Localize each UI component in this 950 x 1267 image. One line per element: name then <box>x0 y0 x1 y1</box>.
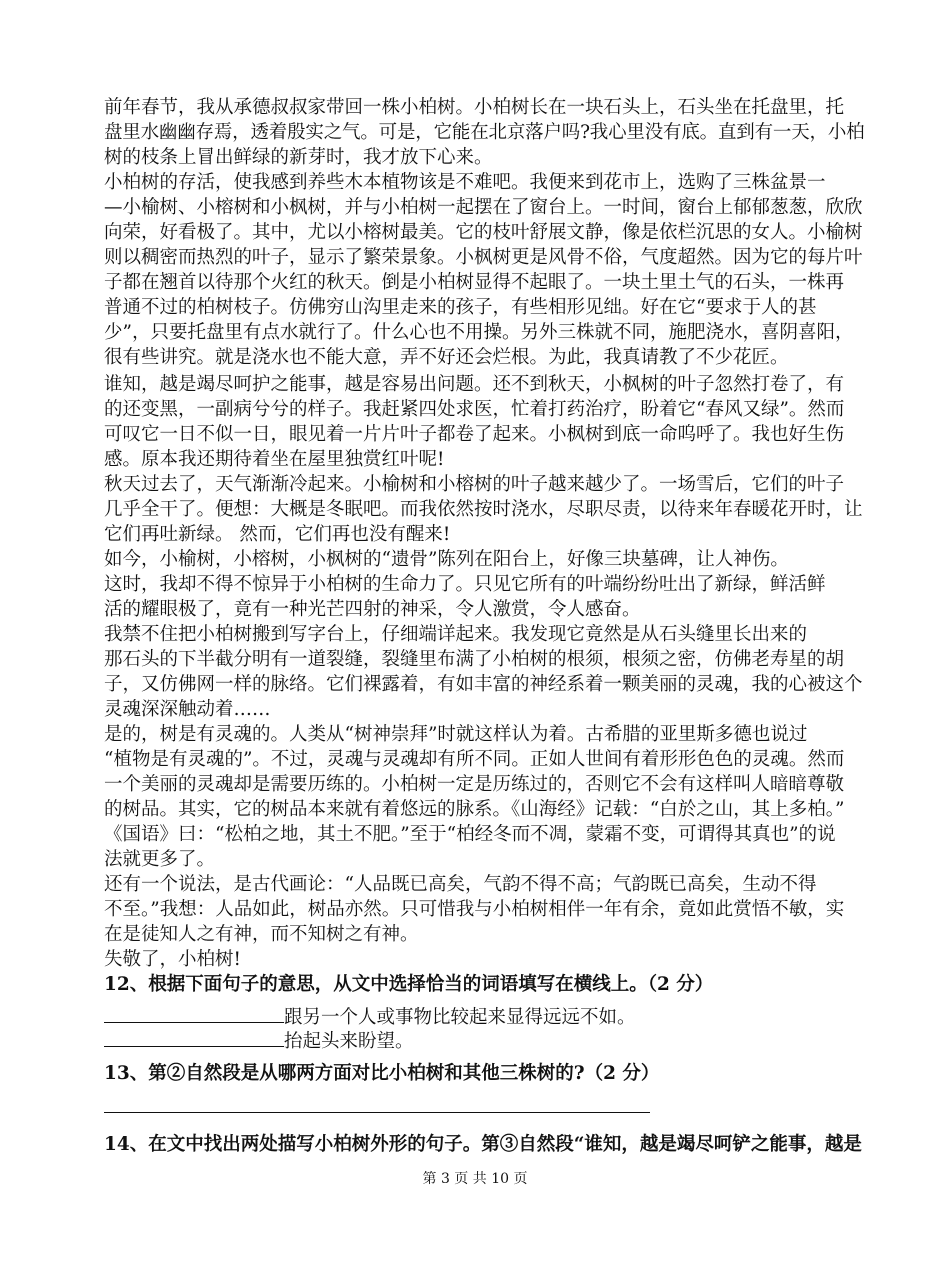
passage-line: —小榆树、小榕树和小枫树，并与小柏树一起摆在了窗台上。一时间，窗台上郁郁葱葱，欣欣 <box>104 197 863 218</box>
passage-line: 《国语》曰：“松柏之地，其土不肥。”至于“柏经冬而不凋，蒙霜不变，可谓得其真也”的说 <box>104 824 836 845</box>
q12-item-2-text: 抬起头来盼望。 <box>284 1031 414 1052</box>
q12-item-2 <box>104 1028 414 1054</box>
passage-line: 感。原本我还期待着坐在屋里独赏红叶呢! <box>104 449 445 470</box>
passage-line: 子，又仿佛网一样的脉络。它们裸露着，有如丰富的神经系着一颗美丽的灵魂，我的心被这个 <box>104 674 863 695</box>
passage-line: 如今，小榆树，小榕树，小枫树的“遗骨”陈列在阳台上，好像三块墓碑，让人神伤。 <box>104 549 789 570</box>
passage-line: 向荣，好看极了。其中，尤以小榕树最美。它的枝叶舒展文静，像是依栏沉思的女人。小榆树 <box>104 222 863 243</box>
passage-line: 可叹它一日不似一日，眼见着一片片叶子都卷了起来。小枫树到底一命呜呼了。我也好生伤 <box>104 424 845 445</box>
passage-line: 失敬了，小柏树! <box>104 949 241 970</box>
answer-line-13[interactable] <box>104 1112 650 1113</box>
passage-line: 几乎全干了。便想：大概是冬眠吧。而我依然按时浇水，尽职尽责，以待来年春暖花开时，让 <box>104 499 863 520</box>
passage-line: 那石头的下半截分明有一道裂缝，裂缝里布满了小柏树的根须，根须之密，仿佛老寿星的胡 <box>104 649 845 670</box>
passage-line: 盘里水幽幽存焉，透着殷实之气。可是，它能在北京落户吗?我心里没有底。直到有一天，小柏 <box>104 122 865 143</box>
passage-line: 还有一个说法，是古代画论：“人品既已高矣，气韵不得不高；气韵既已高矣，生动不得 <box>104 874 817 895</box>
question-13: 13、第②自然段是从哪两方面对比小柏树和其他三株树的?（2 分） <box>104 1063 660 1084</box>
answer-blank-2[interactable] <box>104 1028 284 1047</box>
passage-line: 前年春节，我从承德叔叔家带回一株小柏树。小柏树长在一块石头上，石头坐在托盘里，托 <box>104 97 845 118</box>
page-footer: 第 3 页 共 10 页 <box>422 1171 528 1187</box>
passage-line: 它们再吐新绿。 然而，它们再也没有醒来! <box>104 524 451 545</box>
passage-line: “植物是有灵魂的”。不过，灵魂与灵魂却有所不同。正如人世间有着形形色色的灵魂。然而 <box>104 749 845 770</box>
passage-line: 在是徒知人之有神，而不知树之有神。 <box>104 924 419 945</box>
question-12: 12、根据下面句子的意思，从文中选择恰当的词语填写在横线上。（2 分） <box>104 974 714 995</box>
passage-line: 谁知，越是竭尽呵护之能事，越是容易出问题。还不到秋天，小枫树的叶子忽然打卷了，有 <box>104 374 845 395</box>
passage-line: 活的耀眼极了，竟有一种光芒四射的神采，令人激赏，令人感奋。 <box>104 599 641 620</box>
passage-line: 这时，我却不得不惊异于小柏树的生命力了。只见它所有的叶端纷纷吐出了新绿，鲜活鲜 <box>104 574 826 595</box>
passage-line: 则以稠密而热烈的叶子，显示了繁荣景象。小枫树更是风骨不俗，气度超然。因为它的每片叶 <box>104 247 863 268</box>
passage-line: 秋天过去了，天气渐渐冷起来。小榆树和小榕树的叶子越来越少了。一场雪后，它们的叶子 <box>104 474 845 495</box>
q12-item-1 <box>104 1004 636 1030</box>
passage-line: 子都在翘首以待那个火红的秋天。倒是小柏树显得不起眼了。一块土里土气的石头，一株再 <box>104 272 845 293</box>
passage-line: 不至。”我想：人品如此，树品亦然。只可惜我与小柏树相伴一年有余，竟如此赏悟不敏，实 <box>104 899 845 920</box>
passage-line: 法就更多了。 <box>104 849 216 870</box>
passage-line: 是的，树是有灵魂的。人类从“树神崇拜”时就这样认为着。古希腊的亚里斯多德也说过 <box>104 724 808 745</box>
passage-line: 普通不过的柏树枝子。仿佛穷山沟里走来的孩子，有些相形见绌。好在它“要求于人的甚 <box>104 297 817 318</box>
passage-line: 树的枝条上冒出鲜绿的新芽时，我才放下心来。 <box>104 147 493 168</box>
passage-line: 的树品。其实，它的树品本来就有着悠远的脉系。《山海经》记载：“白於之山，其上多柏。” <box>104 799 845 820</box>
question-14: 14、在文中找出两处描写小柏树外形的句子。第③自然段“谁知，越是竭尽呵铲之能事，越是 <box>104 1134 862 1155</box>
passage-line: 很有些讲究。就是浇水也不能大意，弄不好还会烂根。为此，我真请教了不少花匠。 <box>104 347 789 368</box>
passage-line: 的还变黑，一副病兮兮的样子。我赶紧四处求医，忙着打药治疗，盼着它“春风又绿”。然而 <box>104 399 845 420</box>
passage-line: 一个美丽的灵魂却是需要历练的。小柏树一定是历练过的，否则它不会有这样叫人暗暗尊敬 <box>104 774 845 795</box>
passage-line: 少”，只要托盘里有点水就行了。什么心也不用操。另外三株就不同，施肥浇水，喜阴喜阳， <box>104 322 854 343</box>
passage-line: 我禁不住把小柏树搬到写字台上，仔细端详起来。我发现它竟然是从石头缝里长出来的 <box>104 624 808 645</box>
passage-line: 小柏树的存活，使我感到养些木本植物该是不难吧。我便来到花市上，选购了三株盆景一 <box>104 172 826 193</box>
q12-item-1-text: 跟另一个人或事物比较起来显得远远不如。 <box>284 1007 636 1028</box>
answer-blank-1[interactable] <box>104 1004 284 1023</box>
passage-line: 灵魂深深触动着…… <box>104 699 271 720</box>
